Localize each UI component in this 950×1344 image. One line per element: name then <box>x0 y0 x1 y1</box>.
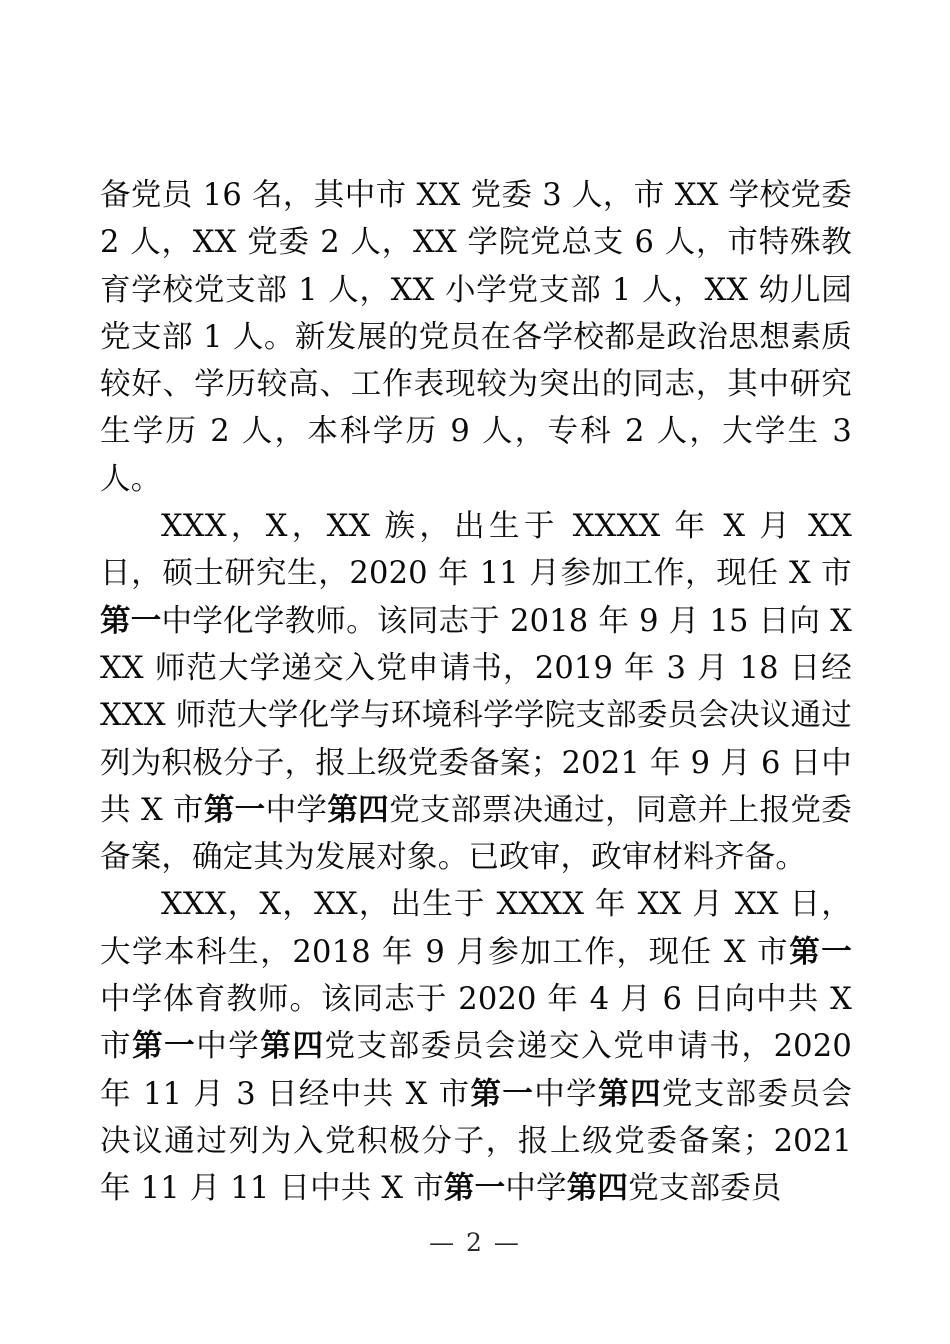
text-run: 党支部委员 <box>628 1171 782 1207</box>
emphasis-run: 第一 <box>203 791 266 828</box>
text-run: 中学 <box>265 792 328 828</box>
text-run: 中学 <box>196 1029 261 1065</box>
emphasis-run: 第一 <box>789 933 852 970</box>
text-run: 中学化学教师。该同志于 2018 年 9 月 15 日向 XXX 师范大学递交入党申请书，2019 年 3 月 18 日经 XXX 师范大学化学与环境科学学院支部委员会决议通过列为积极分子，报上级党委备案；2021 年 9 月 6 日中共 X 市 <box>100 603 852 828</box>
paragraph-p2-member-chemistry-teacher <box>100 503 852 881</box>
text-run: 中学体育教师。该同志于 2020 年 4 月 6 日向中共 X 市 <box>100 982 852 1065</box>
emphasis-run: 第一 <box>100 602 162 639</box>
text-run: 党支部票决通过，同意并上报党委备案，确定其为发展对象。已政审，政审材料齐备。 <box>100 792 852 876</box>
document-body <box>100 172 852 1213</box>
emphasis-run: 第四 <box>598 1075 662 1112</box>
emphasis-run: 第四 <box>327 791 390 828</box>
emphasis-run: 第四 <box>260 1028 325 1065</box>
text-run: 备党员 16 名，其中市 XX 党委 3 人，市 XX 学校党委 2 人，XX 党委 2 人，XX 学院党总支 6 人，市特殊教育学校党支部 1 人，XX 小学党支部 1 人，XX 幼儿园党支部 1 人。新发展的党员在各学校都是政治思想素质较好、学历较高、工作表现较为突出的同志，其中研究生学历 2 人，本科学历 9 人，专科 2 人，大学生 3 人。 <box>100 178 852 497</box>
text-run: 党支部委员会递交入党申请书，2020 年 11 月 3 日经中共 X 市 <box>100 1029 852 1112</box>
text-run: 中学 <box>505 1171 567 1207</box>
paragraph-p1-continuation <box>100 172 852 503</box>
emphasis-run: 第一 <box>132 1028 197 1065</box>
paragraph-p3-member-pe-teacher <box>100 881 852 1212</box>
emphasis-run: 第一 <box>443 1170 506 1207</box>
text-run: XXX，X，XX，出生于 XXXX 年 XX 月 XX 日，大学本科生，2018 年 9 月参加工作，现任 X 市 <box>100 887 852 970</box>
text-run: 中学 <box>534 1076 599 1112</box>
text-run: XXX，X，XX 族，出生于 XXXX 年 X 月 XX 日，硕士研究生，2020 年 11 月参加工作，现任 X 市 <box>100 509 852 592</box>
emphasis-run: 第一 <box>470 1075 535 1112</box>
text-run: 党支部委员会决议通过列为入党积极分子，报上级党委备案；2021 年 11 月 11 日中共 X 市 <box>100 1076 853 1207</box>
page-number-footer: — 2 — <box>429 1228 521 1257</box>
emphasis-run: 第四 <box>566 1170 629 1207</box>
